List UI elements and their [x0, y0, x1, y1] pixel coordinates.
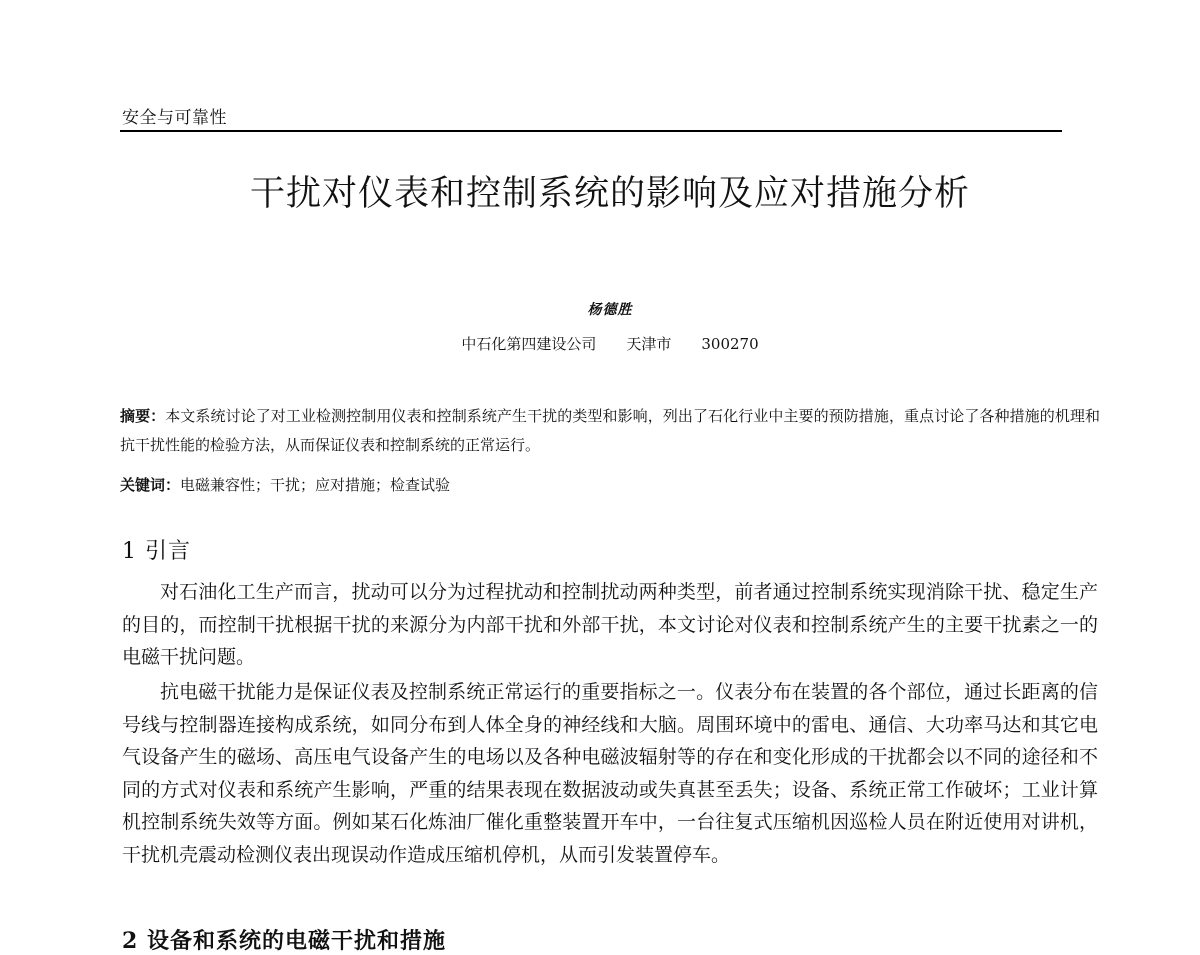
abstract-text: 本文系统讨论了对工业检测控制用仪表和控制系统产生干扰的类型和影响，列出了石化行业中主要的预防措施，重点讨论了各种措施的机理和抗干扰性能的检验方法，从而保证仪表和控制系统的正常运行。	[120, 407, 1100, 454]
section-heading-interference-measures: 2 设备和系统的电磁干扰和措施	[122, 928, 446, 954]
keywords-text: 电磁兼容性；干扰；应对措施；检查试验	[180, 476, 451, 494]
article-title: 干扰对仪表和控制系统的影响及应对措施分析	[249, 174, 970, 214]
running-header: 安全与可靠性	[122, 108, 227, 128]
affiliation-city: 天津市	[626, 335, 672, 353]
affiliation-postcode: 300270	[701, 335, 759, 353]
affiliation-organization: 中石化第四建设公司	[461, 335, 597, 353]
header-rule	[120, 130, 1062, 132]
keywords	[120, 475, 1100, 495]
abstract-label: 摘要：	[120, 407, 166, 425]
abstract	[120, 402, 1100, 460]
keywords-label: 关键词：	[120, 476, 181, 494]
paragraph: 抗电磁干扰能力是保证仪表及控制系统正常运行的重要指标之一。仪表分布在装置的各个部位，通过长距离的信号线与控制器连接构成系统，如同分布到人体全身的神经线和大脑。周围环境中的雷电、通信、大功率马达和其它电气设备产生的磁场、高压电气设备产生的电场以及各种电磁波辐射等的存在和变化形成的干扰都会以不同的途径和不同的方式对仪表和系统产生影响，严重的结果表现在数据波动或失真甚至丢失；设备、系统正常工作破坏；工业计算机控制系统失效等方面。例如某石化炼油厂催化重整装置开车中，一台往复式压缩机因巡检人员在附近使用对讲机，干扰机壳震动检测仪表出现误动作造成压缩机停机，从而引发装置停车。	[122, 681, 1098, 866]
section-heading-introduction: 1 引言	[122, 539, 191, 564]
author-affiliation	[120, 334, 1100, 354]
paragraph: 对石油化工生产而言，扰动可以分为过程扰动和控制扰动两种类型，前者通过控制系统实现消除干扰、稳定生产的目的，而控制干扰根据干扰的来源分为内部干扰和外部干扰，本文讨论对仪表和控制系统产生的主要干扰素之一的电磁干扰问题。	[122, 581, 1098, 669]
author-name: 杨德胜	[587, 302, 633, 318]
